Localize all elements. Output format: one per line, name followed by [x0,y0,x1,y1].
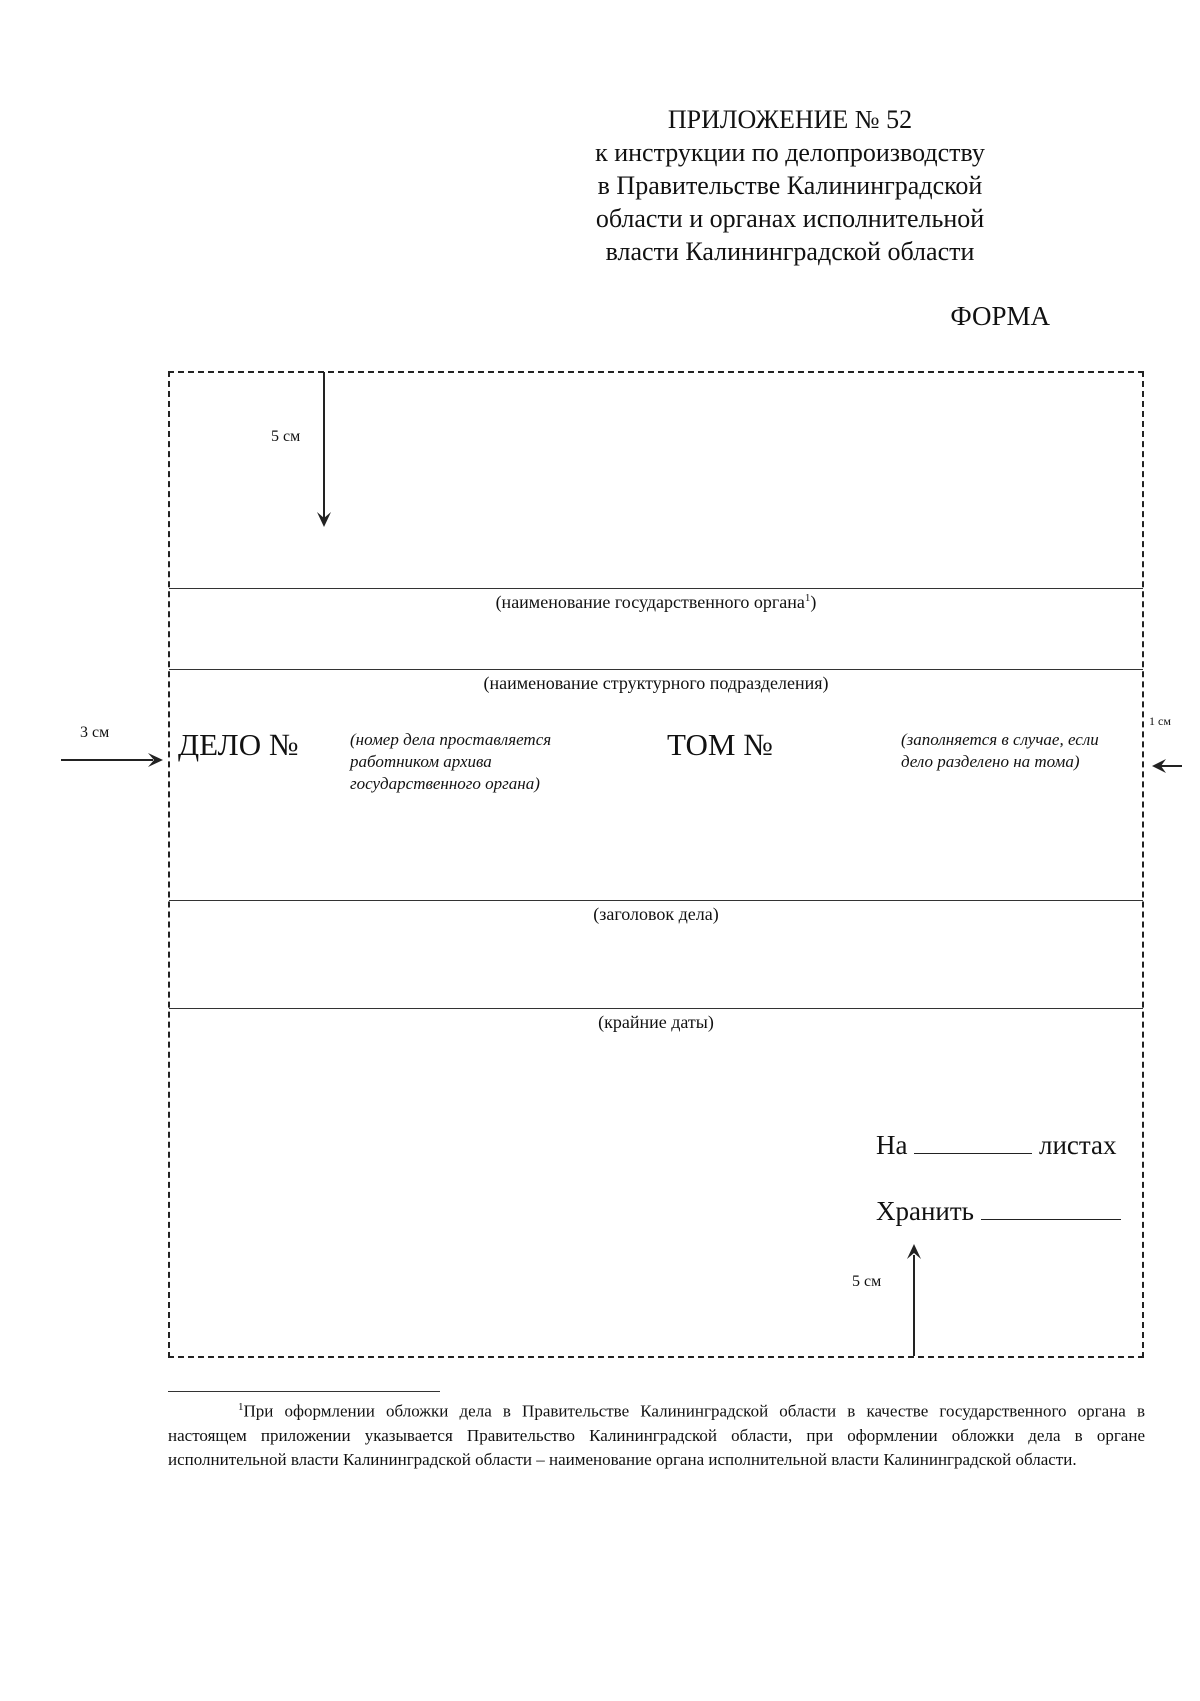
appendix-title: ПРИЛОЖЕНИЕ № 52 [667,105,913,134]
left-margin-arrow-line [61,759,153,761]
bottom-margin-label: 5 см [852,1273,882,1290]
footnote-separator [168,1391,440,1392]
appendix-line-4: области и органах исполнительной [595,204,985,233]
volume-number-label: ТОМ № [667,727,773,762]
retention-field [876,1196,1121,1227]
left-arrow-icon [1152,758,1182,774]
top-margin-label: 5 см [271,428,301,445]
volume-number-note-line: дело разделено на тома) [901,752,1080,771]
left-margin-label: 3 см [80,724,110,741]
sheets-prefix: На [876,1130,908,1160]
case-title-caption: (заголовок дела) [593,904,719,924]
case-number-note [350,729,551,795]
org-name-caption [168,592,1144,613]
sheets-count-field [876,1130,1117,1161]
footnote-text: При оформлении обложки дела в Правительстве Калининградской области в качестве государственного органа в настоящем приложении указывается Правительство Калининградской области, при оформлении обложки дела в органе исполнительной власти Калининградской области – наименование органа исполнительной власти Калининградской области. [168,1401,1145,1469]
footnote-ref: 1 [804,592,811,604]
dates-caption: (крайние даты) [598,1012,714,1032]
right-margin-label: 1 см [1149,714,1171,728]
appendix-line-5: власти Калининградской области [605,237,975,266]
bottom-margin-arrow-line [913,1255,915,1356]
footnote-marker: 1 [238,1401,244,1413]
retention-label: Хранить [876,1196,974,1226]
volume-number-note-line: (заполняется в случае, если [901,730,1099,749]
sheets-suffix: листах [1038,1130,1117,1160]
sheets-count-blank [914,1131,1032,1154]
org-name-caption-text: (наименование государственного органа [495,592,805,612]
case-number-note-line: работником архива [350,752,492,771]
case-number-label: ДЕЛО № [178,727,299,762]
org-name-caption-end: ) [810,592,817,612]
top-margin-arrow-line [323,372,325,520]
unit-name-line [169,669,1143,670]
unit-name-caption: (наименование структурного подразделения) [483,673,829,693]
retention-blank [981,1197,1121,1220]
appendix-line-2: к инструкции по делопроизводству [595,138,985,167]
appendix-line-3: в Правительстве Калининградской [597,171,983,200]
case-title-line [169,900,1143,901]
dates-line [169,1008,1143,1009]
org-name-line [169,588,1143,589]
right-arrow-icon [148,752,164,768]
down-arrow-icon [315,512,333,528]
footnote [168,1395,1145,1472]
form-label: ФОРМА [950,301,1050,331]
case-number-note-line: государственного органа) [350,774,540,793]
appendix-header [530,103,1050,268]
volume-number-note [901,729,1099,773]
case-number-note-line: (номер дела проставляется [350,730,552,749]
